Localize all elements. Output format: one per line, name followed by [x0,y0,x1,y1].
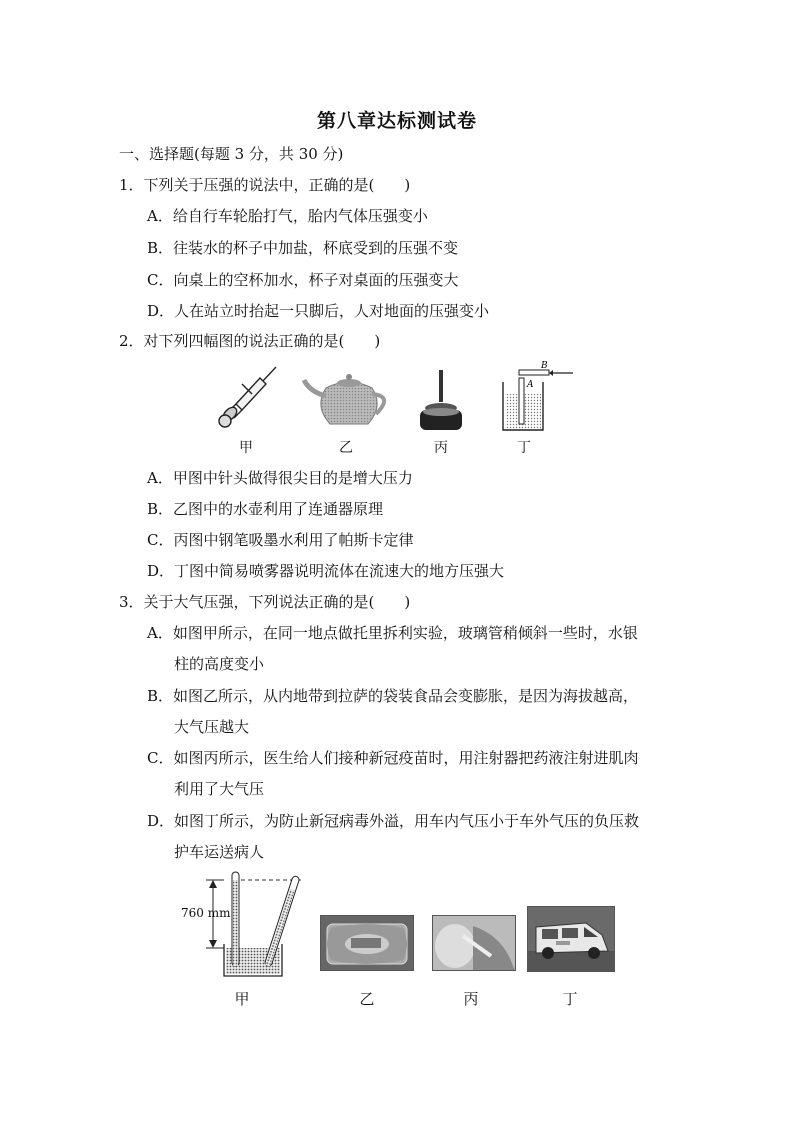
question-2-option-a: A．甲图中针头做得很尖目的是增大压力 [147,469,413,487]
pen-ink-figure [416,368,466,434]
vaccination-photo [432,915,516,971]
q2-caption-bing: 丙 [434,440,448,456]
torricelli-figure [178,866,308,980]
teapot-figure [300,366,398,432]
question-2-option-d: D．丁图中简易喷雾器说明流体在流速大的地方压强大 [147,562,505,580]
question-3-option-b: B．如图乙所示，从内地带到拉萨的袋装食品会变膨胀，是因为海拔越高， [147,687,639,705]
q3-caption-yi: 乙 [359,990,375,1008]
page-title: 第八章达标测试卷 [316,110,477,132]
question-3-option-b-cont: 大气压越大 [174,718,250,736]
question-3-option-a: A．如图甲所示，在同一地点做托里拆利实验，玻璃管稍倾斜一些时，水银 [147,624,638,642]
q2-caption-jia: 甲 [239,440,253,456]
question-2-option-c: C．丙图中钢笔吸墨水利用了帕斯卡定律 [147,531,414,549]
question-3-stem: 3．关于大气压强，下列说法正确的是( ) [119,593,411,611]
food-bag-photo [320,915,414,971]
question-3-option-a-cont: 柱的高度变小 [174,655,265,673]
q2-caption-yi: 乙 [339,440,353,456]
question-1-option-d: D．人在站立时抬起一只脚后，人对地面的压强变小 [147,302,490,320]
question-1-option-a: A．给自行车轮胎打气，胎内气体压强变小 [147,207,428,225]
q2-caption-ding: 丁 [517,440,531,456]
question-3-option-c-cont: 利用了大气压 [174,780,265,798]
question-2-stem: 2．对下列四幅图的说法正确的是( ) [119,332,381,350]
question-3-option-d: D．如图丁所示，为防止新冠病毒外溢，用车内气压小于车外气压的负压救 [147,812,640,830]
question-1-option-b: B．往装水的杯子中加盐，杯底受到的压强不变 [147,239,459,257]
q3-caption-ding: 丁 [562,990,578,1008]
section-heading: 一、选择题(每题 3 分，共 30 分) [119,145,344,163]
question-1-option-c: C．向桌上的空杯加水，杯子对桌面的压强变大 [147,271,459,289]
question-1-stem: 1．下列关于压强的说法中，正确的是( ) [119,176,411,194]
syringe-figure [212,364,282,432]
question-3-option-c: C．如图丙所示，医生给人们接种新冠疫苗时，用注射器把药液注射进肌肉 [147,749,639,767]
ambulance-photo [527,906,615,972]
figure-letter-a: A [527,380,534,390]
height-label: 760 mm [181,906,231,920]
question-2-option-b: B．乙图中的水壶利用了连通器原理 [147,500,384,518]
sprayer-figure [497,360,577,434]
q3-caption-jia: 甲 [234,990,250,1008]
q3-caption-bing: 丙 [463,990,479,1008]
question-3-option-d-cont: 护车运送病人 [174,843,265,861]
figure-letter-b: B [541,361,548,371]
